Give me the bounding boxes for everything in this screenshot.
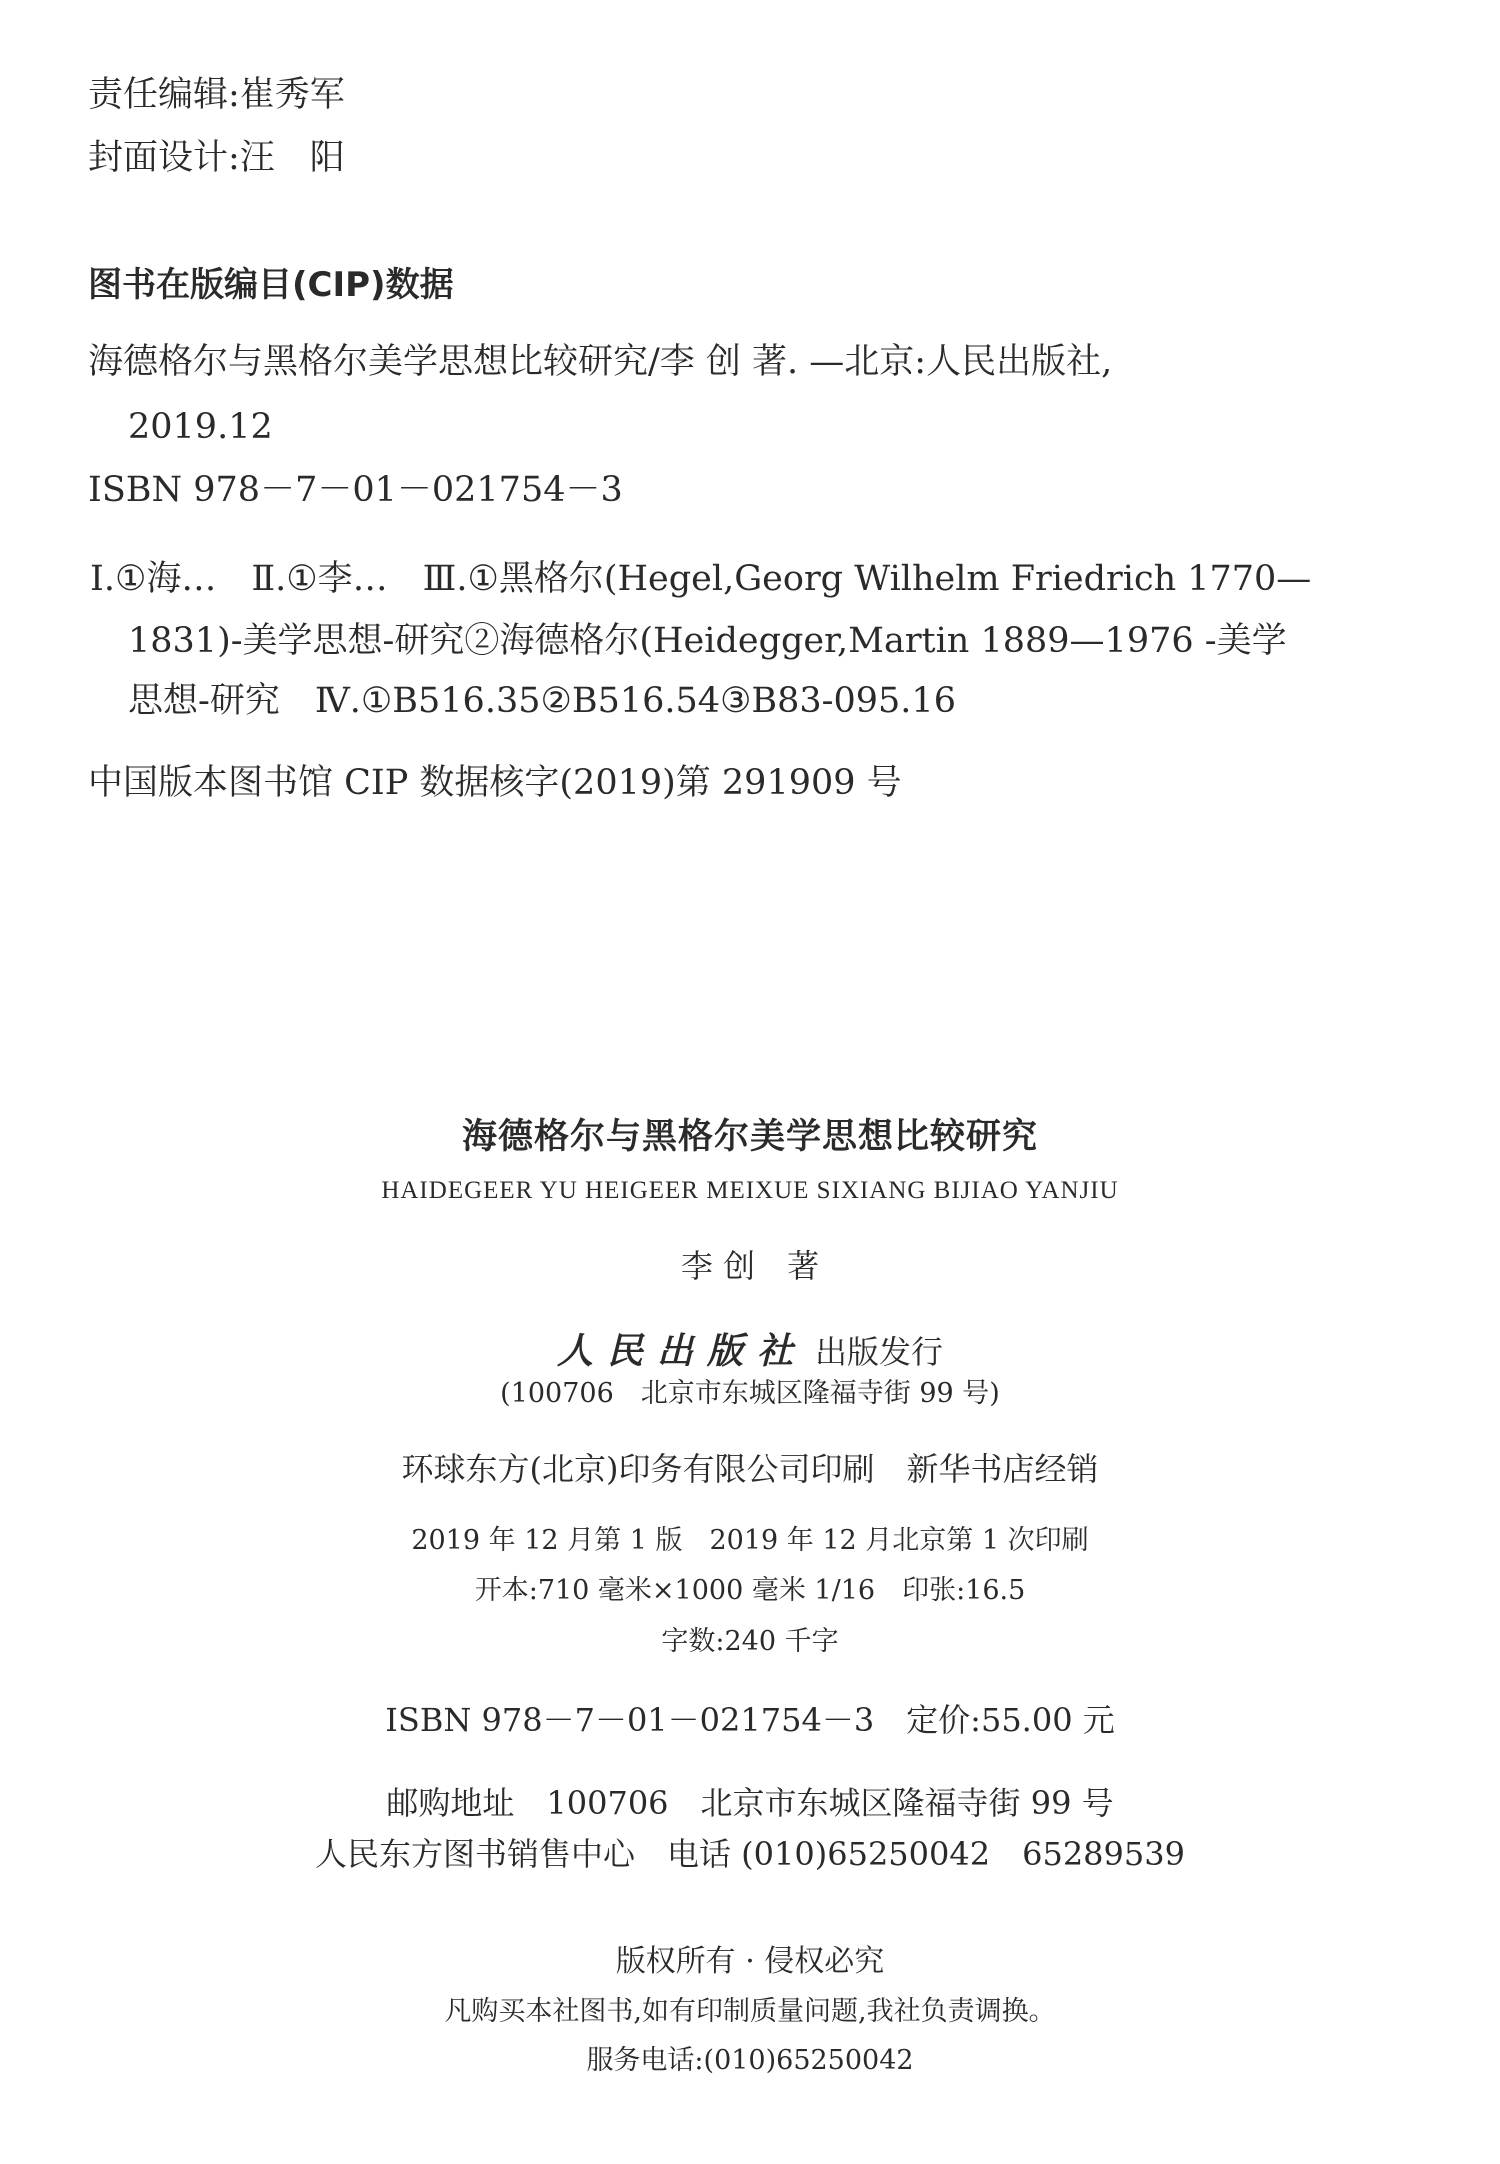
cip-isbn: ISBN 978－7－01－021754－3 xyxy=(88,470,623,510)
author: 李 创 著 xyxy=(680,1247,820,1285)
responsible-editor: 责任编辑:崔秀军 xyxy=(88,75,345,115)
quality-notice: 凡购买本社图书,如有印制质量问题,我社负责调换。 xyxy=(444,1996,1056,2027)
cip-heading: 图书在版编目(CIP)数据 xyxy=(88,265,454,305)
publisher-logo: 人民出版社 xyxy=(556,1330,807,1372)
book-title: 海德格尔与黑格尔美学思想比较研究 xyxy=(461,1117,1038,1157)
cip-subject-line-3: 思想-研究 Ⅳ.①B516.35②B516.54③B83-095.16 xyxy=(128,681,956,721)
mail-order-address: 邮购地址 100706 北京市东城区隆福寺街 99 号 xyxy=(386,1784,1114,1822)
publisher xyxy=(0,1330,1500,1372)
edition-info: 2019 年 12 月第 1 版 2019 年 12 月北京第 1 次印刷 xyxy=(411,1525,1089,1556)
service-phone: 服务电话:(010)65250042 xyxy=(586,2045,914,2076)
book-title-pinyin: HAIDEGEER YU HEIGEER MEIXUE SIXIANG BIJIAO YANJIU xyxy=(381,1177,1119,1204)
word-count: 字数:240 千字 xyxy=(661,1626,839,1657)
sales-center-phone: 人民东方图书销售中心 电话 (010)65250042 65289539 xyxy=(315,1835,1185,1873)
copyright-notice: 版权所有 · 侵权必究 xyxy=(615,1944,885,1979)
cip-subject-line-1: Ⅰ.①海… Ⅱ.①李… Ⅲ.①黑格尔(Hegel,Georg Wilhelm Friedrich 1770— xyxy=(90,559,1312,599)
cip-verification-number: 中国版本图书馆 CIP 数据核字(2019)第 291909 号 xyxy=(88,763,902,803)
publisher-address: (100706 北京市东城区隆福寺街 99 号) xyxy=(500,1378,1000,1409)
cover-designer: 封面设计:汪 阳 xyxy=(88,138,345,178)
publisher-suffix: 出版发行 xyxy=(815,1333,944,1371)
cip-record-line-2: 2019.12 xyxy=(128,407,273,447)
isbn-price: ISBN 978－7－01－021754－3 定价:55.00 元 xyxy=(385,1701,1115,1739)
printer-distributor: 环球东方(北京)印务有限公司印刷 新华书店经销 xyxy=(401,1450,1099,1488)
cip-record-line-1: 海德格尔与黑格尔美学思想比较研究/李 创 著. —北京:人民出版社, xyxy=(88,342,1113,382)
cip-subject-line-2: 1831)-美学思想-研究②海德格尔(Heidegger,Martin 1889—1976 -美学 xyxy=(128,621,1287,661)
format-info: 开本:710 毫米×1000 毫米 1/16 印张:16.5 xyxy=(474,1575,1026,1606)
